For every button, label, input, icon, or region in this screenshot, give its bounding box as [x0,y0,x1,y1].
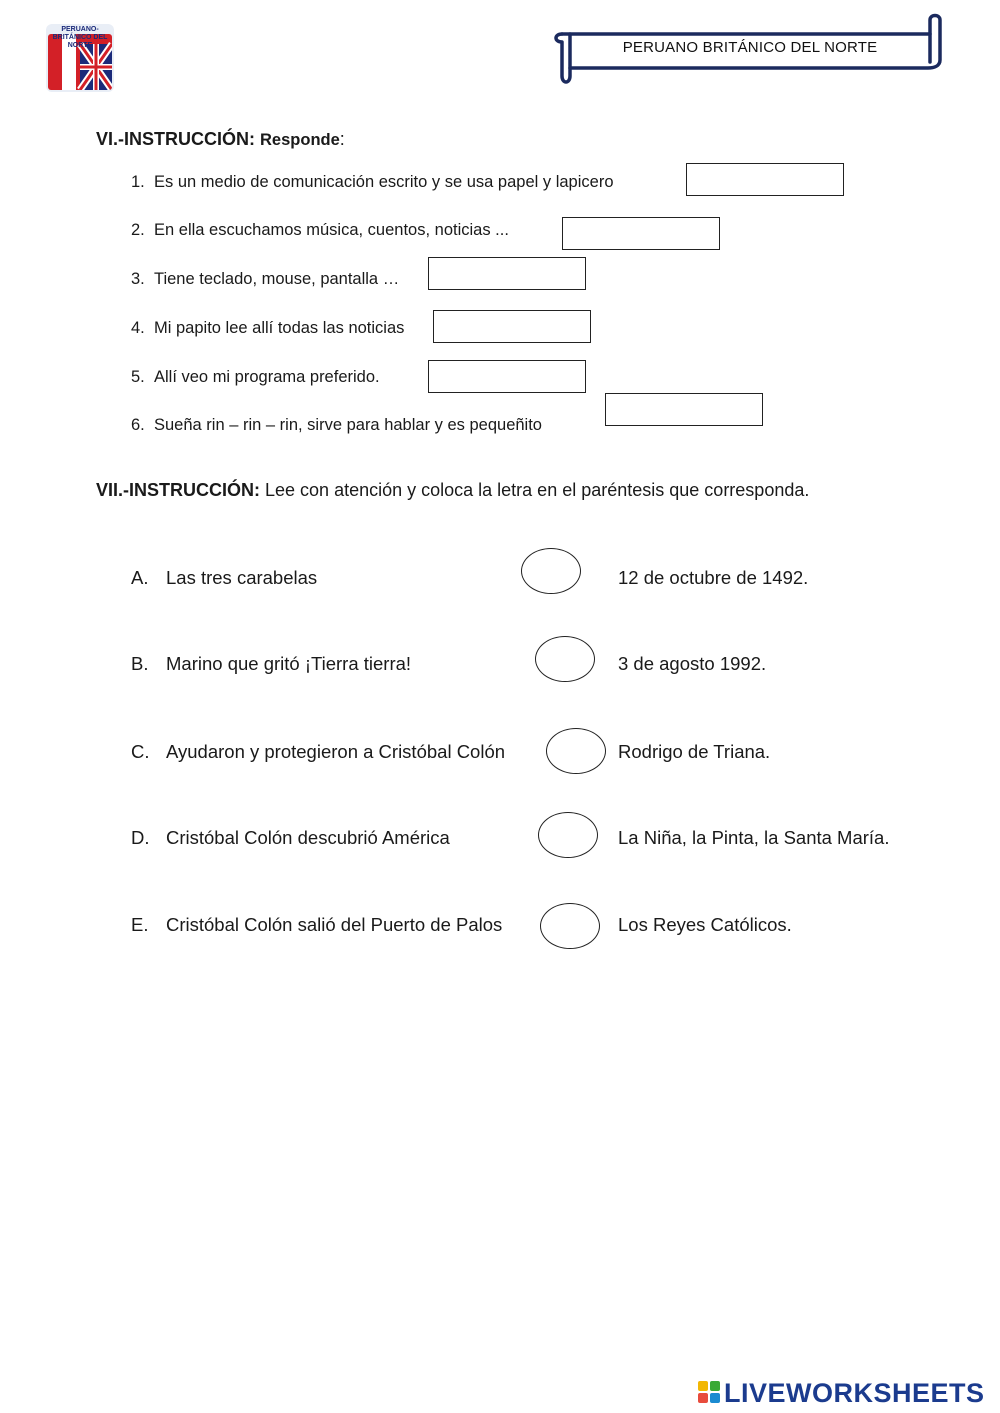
match-letter-b: B. [131,653,149,674]
match-letter-a: A. [131,567,149,588]
match-letter-c: C. [131,741,150,762]
match-item-e: Cristóbal Colón salió del Puerto de Palos [166,914,503,935]
banner-title: PERUANO BRITÁNICO DEL NORTE [622,39,878,56]
question-number: 1. [131,173,145,191]
question-text: Sueña rin – rin – rin, sirve para hablar y es pequeñito [154,416,542,434]
question-2 [131,221,509,240]
section-6-label: VI.-INSTRUCCIÓN: [96,129,255,149]
match-option-5: Los Reyes Católicos. [618,914,792,935]
section-7-heading [96,480,809,501]
question-number: 5. [131,368,145,386]
logo-text: PERUANO-BRITÁNICO DEL NORTE [52,26,108,49]
answer-box-2[interactable] [562,217,720,250]
answer-oval-4[interactable] [538,812,598,858]
section-6-subtitle: Responde [260,131,340,149]
match-letter-e: E. [131,914,149,935]
match-option-1: 12 de octubre de 1492. [618,567,809,588]
question-number: 4. [131,319,145,337]
question-4 [131,319,404,338]
answer-oval-5[interactable] [540,903,600,949]
section-6-colon: : [339,129,345,149]
question-5 [131,368,380,387]
answer-box-4[interactable] [433,310,591,343]
question-number: 2. [131,221,145,239]
match-option-4: La Niña, la Pinta, la Santa María. [618,827,890,848]
question-6 [131,416,542,435]
match-item-a: Las tres carabelas [166,567,318,588]
section-7-instruction: Lee con atención y coloca la letra en el paréntesis que corresponda. [265,480,810,500]
question-text: En ella escuchamos música, cuentos, noticias ... [154,221,509,239]
question-3 [131,270,399,289]
answer-oval-1[interactable] [521,548,581,594]
footer-brand[interactable]: LIVEWORKSHEETS [724,1378,985,1408]
question-text: Mi papito lee allí todas las noticias [154,319,405,337]
answer-box-3[interactable] [428,257,586,290]
question-1 [131,173,614,192]
question-text: Es un medio de comunicación escrito y se usa papel y lapicero [154,173,614,191]
question-text: Tiene teclado, mouse, pantalla … [154,270,400,288]
match-item-b: Marino que gritó ¡Tierra tierra! [166,653,412,674]
match-option-3: Rodrigo de Triana. [618,741,771,762]
question-number: 6. [131,416,145,434]
section-7-label: VII.-INSTRUCCIÓN: [96,480,260,500]
match-letter-d: D. [131,827,150,848]
match-option-2: 3 de agosto 1992. [618,653,767,674]
answer-box-1[interactable] [686,163,844,196]
match-item-c: Ayudaron y protegieron a Cristóbal Colón [166,741,506,762]
match-item-d: Cristóbal Colón descubrió América [166,827,450,848]
answer-box-6[interactable] [605,393,763,426]
answer-oval-3[interactable] [546,728,606,774]
answer-oval-2[interactable] [535,636,595,682]
section-6-heading [96,129,345,150]
question-text: Allí veo mi programa preferido. [154,368,380,386]
liveworksheets-logo-icon [698,1381,720,1403]
answer-box-5[interactable] [428,360,586,393]
question-number: 3. [131,270,145,288]
